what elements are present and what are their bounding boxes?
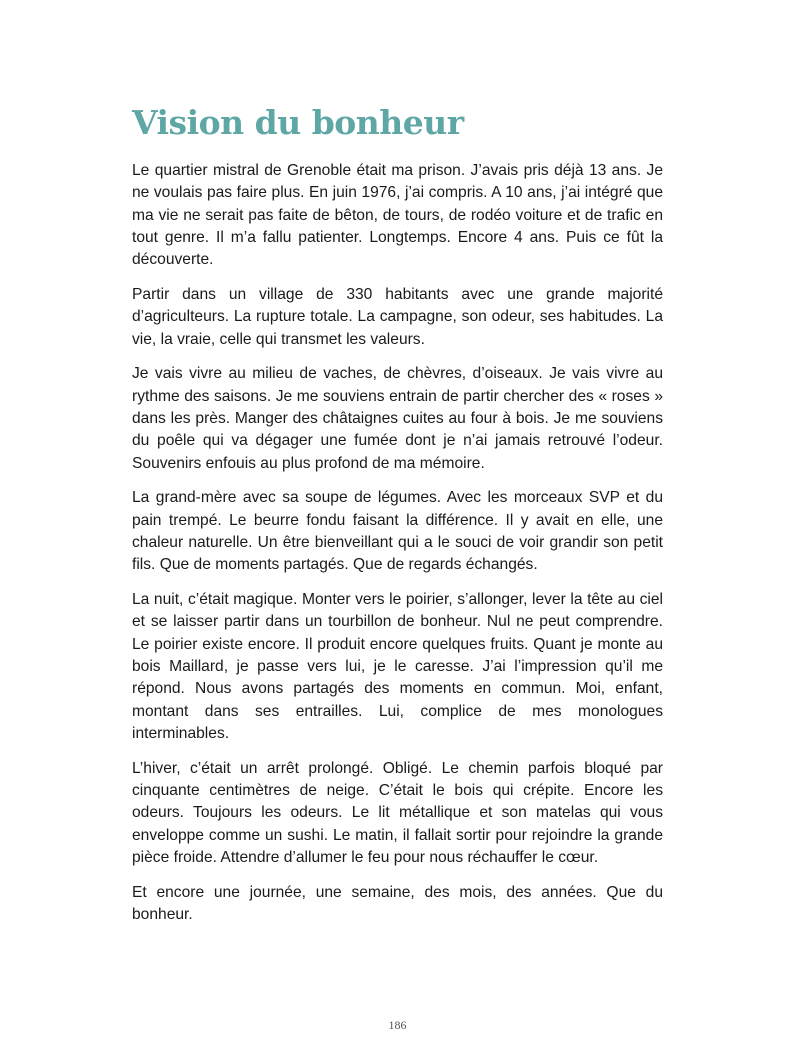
paragraph-6: L’hiver, c’était un arrêt prolongé. Obligé. Le chemin parfois bloqué par cinquante centimètres de neige. C’était le bois qui crépite. Encore les odeurs. Toujours les odeurs. Le lit métallique et son matelas qui vous enveloppe comme un sushi. Le matin, il fallait sortir pour rejoindre la grande pièce froide. Attendre d’allumer le feu pour nous réchauffer le cœur.: [132, 759, 663, 866]
paragraph-5: La nuit, c’était magique. Monter vers le poirier, s’allonger, lever la tête au ciel et se laisser partir dans un tourbillon de bonheur. Nul ne peut comprendre. Le poirier existe encore. Il produit encore quelques fruits. Quant je monte au bois Maillard, je passe vers lui, je le caresse. J’ai l’impression qu’il me répond. Nous avons partagés des moments en commun. Moi, enfant, montant dans ses entrailles. Lui, complice de mes monologues interminables.: [132, 591, 663, 742]
chapter-body: [132, 160, 663, 939]
page-number: 186: [388, 1018, 407, 1032]
paragraph-3: Je vais vivre au milieu de vaches, de chèvres, d’oiseaux. Je vais vivre au rythme des saisons. Je me souviens entrain de partir chercher des « roses » dans les près. Manger des châtaignes cuites au four à bois. Je me souviens du poêle qui va dégager une fumée dont je n’ai jamais retrouvé l’odeur. Souvenirs enfouis au plus profond de ma mémoire.: [132, 365, 663, 472]
paragraph-1: Le quartier mistral de Grenoble était ma prison. J’avais pris déjà 13 ans. Je ne voulais pas faire plus. En juin 1976, j’ai compris. A 10 ans, j’ai intégré que ma vie ne serait pas faite de bêton, de tours, de rodéo voiture et de trafic en tout genre. Il m’a fallu patienter. Longtemps. Encore 4 ans. Puis ce fût la découverte.: [132, 162, 663, 269]
paragraph-7: Et encore une journée, une semaine, des mois, des années. Que du bonheur.: [132, 883, 663, 923]
chapter-title: Vision du bonheur: [132, 103, 464, 142]
paragraph-2: Partir dans un village de 330 habitants avec une grande majorité d’agriculteurs. La rupture totale. La campagne, son odeur, ses habitudes. La vie, la vraie, celle qui transmet les valeurs.: [132, 285, 663, 348]
paragraph-4: La grand-mère avec sa soupe de légumes. Avec les morceaux SVP et du pain trempé. Le beurre fondu faisant la différence. Il y avait en elle, une chaleur naturelle. Un être bienveillant qui a le souci de voir grandir son petit fils. Que de moments partagés. Que de regards échangés.: [132, 489, 663, 574]
